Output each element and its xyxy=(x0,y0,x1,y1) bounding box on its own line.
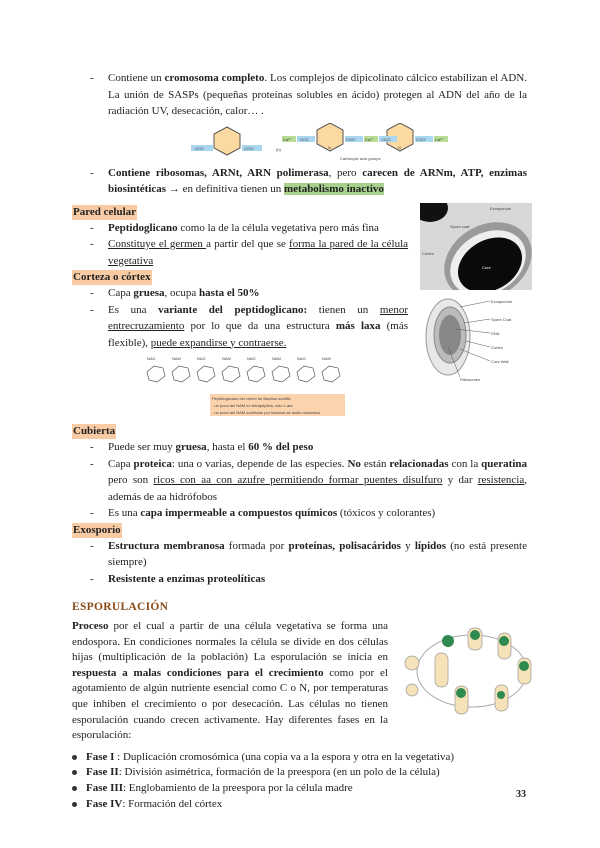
sugar-label: NAM xyxy=(172,356,181,361)
phase-name: Fase IV xyxy=(86,797,123,810)
bold-text: Proceso xyxy=(72,620,109,632)
spore-diagram xyxy=(420,295,532,383)
text-run: están xyxy=(360,457,390,470)
phase-description: : Englobamiento de la preespora por la célula madre xyxy=(122,781,353,794)
phase-description: : Duplicación cromosómica (una copia va a la espora y otra en la vegetativa) xyxy=(114,750,455,763)
bold-text: Contiene ribosomas, ARNt, ARN polimerasa xyxy=(108,166,329,179)
sugar-ring xyxy=(222,366,240,382)
bold-text: relacionadas xyxy=(389,457,449,470)
phase-item xyxy=(72,750,527,766)
text-run: (tóxicos y colorantes) xyxy=(337,507,436,519)
bold-text: más laxa xyxy=(335,320,381,332)
text-run: como la de la célula vegetativa pero más fina xyxy=(177,221,379,234)
text-run: y dar xyxy=(442,474,478,486)
svg-text:Exosporium: Exosporium xyxy=(491,299,513,304)
bullet xyxy=(90,538,527,571)
spore-micrograph xyxy=(420,203,532,290)
sugar-label: NAM xyxy=(322,356,331,361)
bullet-text xyxy=(108,238,408,267)
svg-text:- un poco del NAM en tetrapépt: - un poco del NAM en tetrapéptido, solo L-ala xyxy=(212,403,293,408)
text-run: Es una xyxy=(108,303,159,316)
bullet xyxy=(90,439,527,456)
text-run: pero son xyxy=(108,474,154,486)
page-number: 33 xyxy=(516,789,526,800)
text-run: , ocupa xyxy=(164,287,200,299)
dash: - xyxy=(90,238,94,250)
bullet-text xyxy=(108,222,379,234)
svg-text:Exosporium: Exosporium xyxy=(490,206,512,211)
text-run: Capa xyxy=(108,457,134,470)
sugar-ring xyxy=(247,366,265,382)
bullet-text xyxy=(108,304,408,349)
bullet-text xyxy=(108,167,527,196)
text-run: (más flexible), xyxy=(108,320,409,349)
bullet xyxy=(90,456,527,506)
text-run: Capa xyxy=(108,287,134,299)
text-run: como por el agotamiento de algún nutriente esencial como C o N, por temperaturas que inhiben el crecimiento o por desecación. Las células no tienen esporulación cuando crecen activamente. Hay diferentes fases en la esporulación: xyxy=(72,666,388,742)
sugar-ring xyxy=(322,366,340,382)
heading-exosporio: Exosporio xyxy=(73,523,121,536)
text-run: puede expandirse y contraerse. xyxy=(150,336,287,349)
svg-text:Ca²⁺: Ca²⁺ xyxy=(283,136,292,142)
svg-text:Peptidoglicano del cortex de B: Peptidoglicano del cortex de Bacillus subtilis xyxy=(212,396,291,401)
heading-corteza: Corteza o córtex xyxy=(73,271,151,283)
dipicolinate-figure xyxy=(190,123,480,163)
svg-text:Core: Core xyxy=(482,265,491,270)
text-run: : una o varias, depende de las especies. xyxy=(171,457,348,470)
bold-text: proteica xyxy=(133,457,172,470)
heading-pared-celular: Pared celular xyxy=(73,205,137,218)
sugar-label: NAM xyxy=(222,356,231,361)
bold-text: hasta el 50% xyxy=(199,287,260,299)
sugar-label: NAM xyxy=(272,356,281,361)
svg-text:Carboxylic acid groups: Carboxylic acid groups xyxy=(340,155,381,161)
dash: - xyxy=(90,303,94,316)
phase-name: Fase III xyxy=(86,781,123,794)
bullet xyxy=(90,236,408,269)
svg-text:Spore coat: Spore coat xyxy=(450,224,470,229)
bold-text: respuesta a malas condiciones para el crecimiento xyxy=(72,666,324,679)
bullet xyxy=(90,285,408,302)
text-run: (no está presente siempre) xyxy=(108,539,528,568)
bullet-text xyxy=(108,507,435,519)
text-run: , pero xyxy=(328,166,363,179)
text-run: Contiene un xyxy=(108,72,165,84)
bullet xyxy=(90,220,408,237)
bold-text: proteínas, polisacáridos xyxy=(288,539,401,552)
svg-text:- un poco del NAM sustituido p: - un poco del NAM sustituido por lactama de ácido murámico xyxy=(212,410,321,415)
svg-text:⁻OOC: ⁻OOC xyxy=(193,145,205,151)
text-run: con la xyxy=(448,457,482,470)
sugar-label: NAG xyxy=(297,356,306,361)
bullet-dot xyxy=(72,755,77,760)
section-title-esporulacion: ESPORULACIÓN xyxy=(72,601,169,613)
page-content xyxy=(72,70,527,812)
svg-text:N: N xyxy=(328,144,331,150)
text-run: menor entrecruzamiento xyxy=(108,303,408,332)
bold-text: gruesa xyxy=(175,441,207,453)
sugar-label: NAG xyxy=(147,356,156,361)
svg-text:⁻OOC: ⁻OOC xyxy=(298,136,310,142)
sugar-ring xyxy=(297,366,315,382)
dash: - xyxy=(90,221,94,234)
bold-text: carecen de ARNm, ATP, enzimas biosintéticas xyxy=(108,166,527,195)
svg-text:DNA: DNA xyxy=(491,331,500,336)
text-run: Constituye el germen xyxy=(108,238,207,250)
text-run: Puede ser muy xyxy=(108,441,176,453)
sugar-ring xyxy=(147,366,165,382)
bold-text: cromosoma completo xyxy=(164,72,265,84)
dash: - xyxy=(90,457,94,470)
svg-text:Spore Coat: Spore Coat xyxy=(491,317,512,322)
bullet-text xyxy=(108,540,527,569)
text-run: por lo que da una estructura xyxy=(184,320,336,332)
bullet-text xyxy=(108,72,527,117)
sugar-label: NAG xyxy=(247,356,256,361)
dash: - xyxy=(90,166,94,179)
svg-text:COO⁻: COO⁻ xyxy=(346,136,358,142)
bullet-dot xyxy=(72,786,77,791)
bullet-text xyxy=(108,573,265,585)
peptidoglycan-figure xyxy=(140,354,350,419)
bold-text: queratina xyxy=(481,457,527,470)
text-run: . Los complejos de dipicolinato cálcico estabilizan el ADN. La unión de SASPs (pequeñas proteínas solubles en ácido) protegen al ADN del año de la radiación UV, desecación, calor… . xyxy=(108,72,528,117)
bullet xyxy=(90,505,527,522)
bullet-chromosome xyxy=(90,70,527,120)
svg-text:Ca²⁺: Ca²⁺ xyxy=(435,136,444,142)
text-run: Es una xyxy=(108,507,141,519)
sugar-ring xyxy=(197,366,215,382)
svg-text:Ca²⁺: Ca²⁺ xyxy=(365,136,374,142)
dash: - xyxy=(90,72,94,84)
bold-text: lípidos xyxy=(414,539,447,552)
phase-description: : División asimétrica, formación de la preespora (en un polo de la célula) xyxy=(118,766,440,779)
bullet-dot xyxy=(72,802,77,807)
phase-name: Fase II xyxy=(86,766,119,779)
sugar-ring xyxy=(172,366,190,382)
dash: - xyxy=(90,507,94,519)
bold-text: Estructura membranosa xyxy=(108,539,225,552)
text-run: , además de aa hidrófobos xyxy=(108,474,527,503)
dash: - xyxy=(90,441,94,453)
bold-text: Resistente a enzimas proteolíticas xyxy=(108,572,266,585)
dash: - xyxy=(90,572,94,585)
sugar-label: NAG xyxy=(197,356,206,361)
bullet-text xyxy=(108,287,260,299)
bold-text: variante del peptidoglicano: xyxy=(158,303,308,316)
phase-list xyxy=(72,750,527,812)
bold-text: Peptidoglicano xyxy=(108,221,178,234)
heading-cubierta: Cubierta xyxy=(73,425,116,437)
svg-text:Ribosomes: Ribosomes xyxy=(460,377,481,382)
svg-text:COO⁻: COO⁻ xyxy=(416,136,428,142)
svg-text:Core Wall: Core Wall xyxy=(491,359,509,364)
dash: - xyxy=(90,287,94,299)
bullet xyxy=(90,302,408,352)
phase-name: Fase I xyxy=(86,750,115,763)
bold-text: No xyxy=(347,457,361,470)
text-run: por el cual a partir de una célula vegetativa se forma una endospora. En condiciones normales la célula se divide en dos células hijas (multiplicación de la población) La esporulación se inicia en xyxy=(72,620,388,664)
phase-description: : Formación del córtex xyxy=(122,797,223,810)
text-run: tienen un xyxy=(307,303,380,316)
text-run: , hasta el xyxy=(206,441,249,453)
bullet-ribosomes xyxy=(90,165,527,198)
sugar-ring xyxy=(272,366,290,382)
bold-text: capa impermeable a compuestos químicos xyxy=(140,507,338,519)
svg-text:COO⁻: COO⁻ xyxy=(244,145,256,151)
bullet-text xyxy=(108,441,313,453)
phase-item xyxy=(72,781,527,797)
bullet xyxy=(90,571,527,588)
sporulation-cycle-diagram xyxy=(400,623,536,719)
svg-text:⁻OOC: ⁻OOC xyxy=(380,136,392,142)
dash: - xyxy=(90,539,94,552)
text-run: forma la pared de la célula vegetativa xyxy=(108,238,409,267)
bold-text: 60 % del peso xyxy=(248,441,314,453)
text-run: a partir del que se xyxy=(206,238,290,250)
svg-text:Cortex: Cortex xyxy=(422,251,434,256)
bullet-dot xyxy=(72,770,77,775)
svg-text:N: N xyxy=(398,144,401,150)
phase-item xyxy=(72,797,527,813)
svg-text:(b): (b) xyxy=(276,146,281,152)
svg-text:Cortex: Cortex xyxy=(491,345,503,350)
text-run: ricos con aa con azufre permitiendo formar puentes disulfuro xyxy=(153,474,443,486)
text-run: y xyxy=(400,539,415,552)
sporulation-paragraph xyxy=(72,619,388,744)
highlighted-text: metabolismo inactivo xyxy=(283,183,384,195)
bullet-text xyxy=(108,458,527,503)
text-run: formada por xyxy=(224,539,289,552)
text-run: → en definitiva tienen un xyxy=(166,183,284,195)
bold-text: gruesa xyxy=(133,287,165,299)
text-run: resistencia xyxy=(477,474,525,486)
phase-item xyxy=(72,765,527,781)
